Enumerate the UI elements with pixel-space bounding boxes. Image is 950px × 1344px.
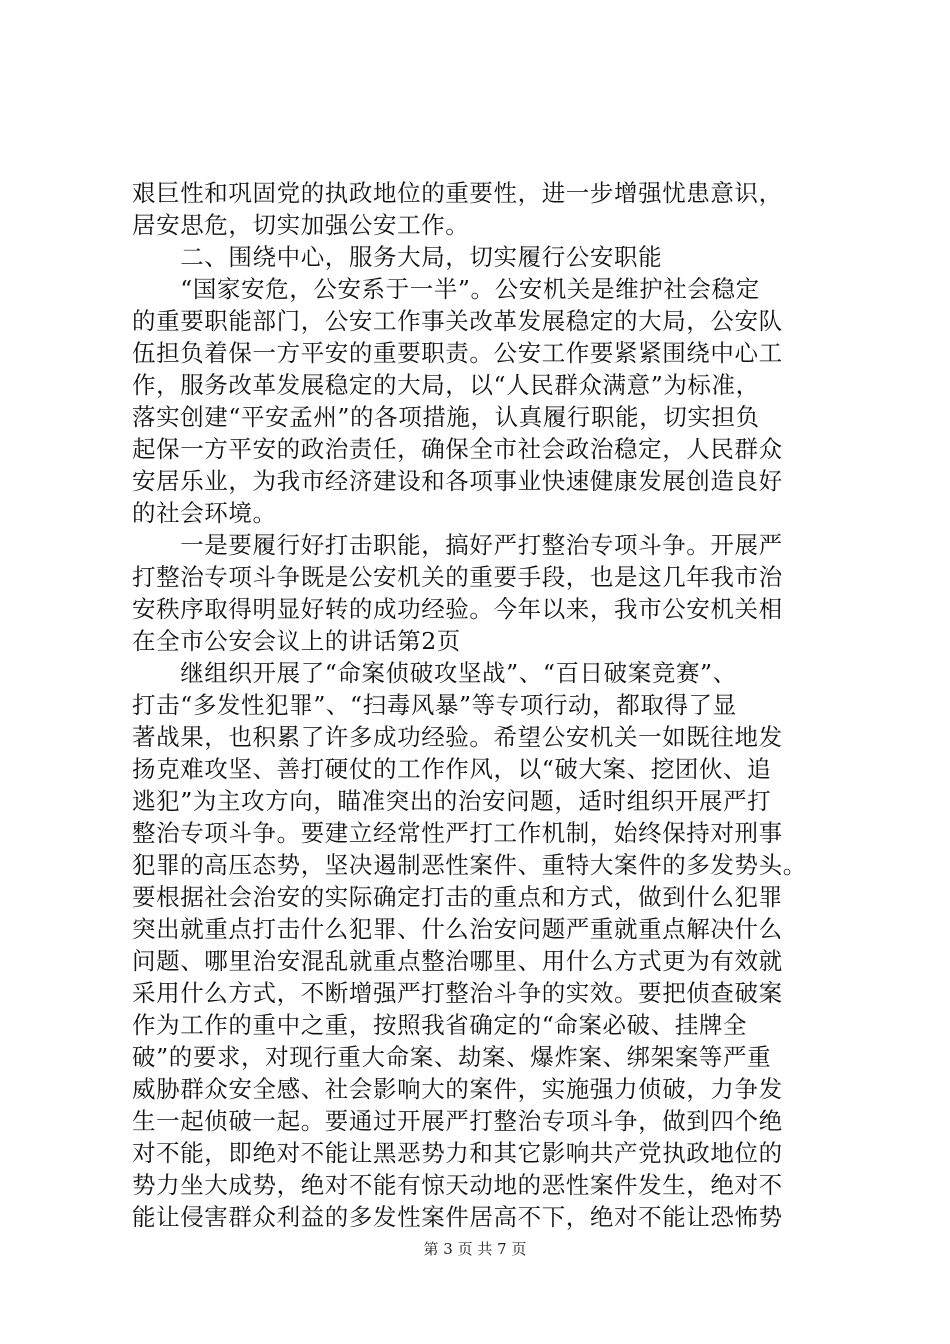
text-line: 伍担负着保一方平安的重要职责。公安工作要紧紧围绕中心工: [132, 339, 783, 367]
text-line: 继组织开展了“命案侦破攻坚战”、“百日破案竞赛”、: [132, 659, 737, 687]
page-footer: 第 3 页 共 7 页: [423, 1240, 527, 1258]
text-line: 对不能，即绝对不能让黑恶势力和其它影响共产党执政地位的: [132, 1139, 783, 1167]
text-line: 作，服务改革发展稳定的大局，以“人民群众满意”为标准，: [132, 371, 760, 399]
text-line: 采用什么方式，不断增强严打整治斗争的实效。要把侦查破案: [132, 979, 783, 1007]
text-line: 生一起侦破一起。要通过开展严打整治专项斗争，做到四个绝: [132, 1107, 783, 1135]
text-line: 破”的要求，对现行重大命案、劫案、爆炸案、绑架案等严重: [132, 1043, 772, 1071]
text-line: 安居乐业，为我市经济建设和各项事业快速健康发展创造良好: [132, 467, 783, 495]
body-text: [132, 177, 832, 1233]
text-line: 犯罪的高压态势，坚决遏制恶性案件、重特大案件的多发势头。: [132, 851, 807, 879]
text-line: 作为工作的重中之重，按照我省确定的“命案必破、挂牌全: [132, 1011, 748, 1039]
text-line: 突出就重点打击什么犯罪、什么治安问题严重就重点解决什么: [132, 915, 783, 943]
text-line: 逃犯”为主攻方向，瞄准突出的治安问题，适时组织开展严打: [132, 787, 772, 815]
text-line: 问题、哪里治安混乱就重点整治哪里、用什么方式更为有效就: [132, 947, 783, 975]
text-line: 在全市公安会议上的讲话第2页: [132, 627, 461, 655]
text-line: “国家安危，公安系于一半”。公安机关是维护社会稳定: [132, 275, 760, 303]
text-line: 打击“多发性犯罪”、“扫毒风暴”等专项行动，都取得了显: [132, 691, 737, 719]
text-line: 艰巨性和巩固党的执政地位的重要性，进一步增强忧患意识，: [132, 179, 783, 207]
text-line: 安秩序取得明显好转的成功经验。今年以来，我市公安机关相: [132, 595, 783, 623]
text-line: 能让侵害群众利益的多发性案件居高不下，绝对不能让恐怖势: [132, 1203, 783, 1231]
text-line: 的重要职能部门，公安工作事关改革发展稳定的大局，公安队: [132, 307, 783, 335]
text-line: 的社会环境。: [132, 499, 277, 527]
text-line: 二、围绕中心，服务大局，切实履行公安职能: [132, 243, 663, 271]
text-line: 居安思危，切实加强公安工作。: [132, 211, 470, 239]
text-line: 起保一方平安的政治责任，确保全市社会政治稳定，人民群众: [132, 435, 783, 463]
text-line: 整治专项斗争。要建立经常性严打工作机制，始终保持对刑事: [132, 819, 783, 847]
text-line: 势力坐大成势，绝对不能有惊天动地的恶性案件发生，绝对不: [132, 1171, 783, 1199]
text-line: 一是要履行好打击职能，搞好严打整治专项斗争。开展严: [132, 531, 783, 559]
text-line: 著战果，也积累了许多成功经验。希望公安机关一如既往地发: [132, 723, 783, 751]
text-line: 打整治专项斗争既是公安机关的重要手段，也是这几年我市治: [132, 563, 783, 591]
text-line: 扬克难攻坚、善打硬仗的工作作风，以“破大案、挖团伙、追: [132, 755, 772, 783]
text-line: 落实创建“平安孟州”的各项措施，认真履行职能，切实担负: [132, 403, 760, 431]
text-line: 威胁群众安全感、社会影响大的案件，实施强力侦破，力争发: [132, 1075, 783, 1103]
text-line: 要根据社会治安的实际确定打击的重点和方式，做到什么犯罪: [132, 883, 783, 911]
